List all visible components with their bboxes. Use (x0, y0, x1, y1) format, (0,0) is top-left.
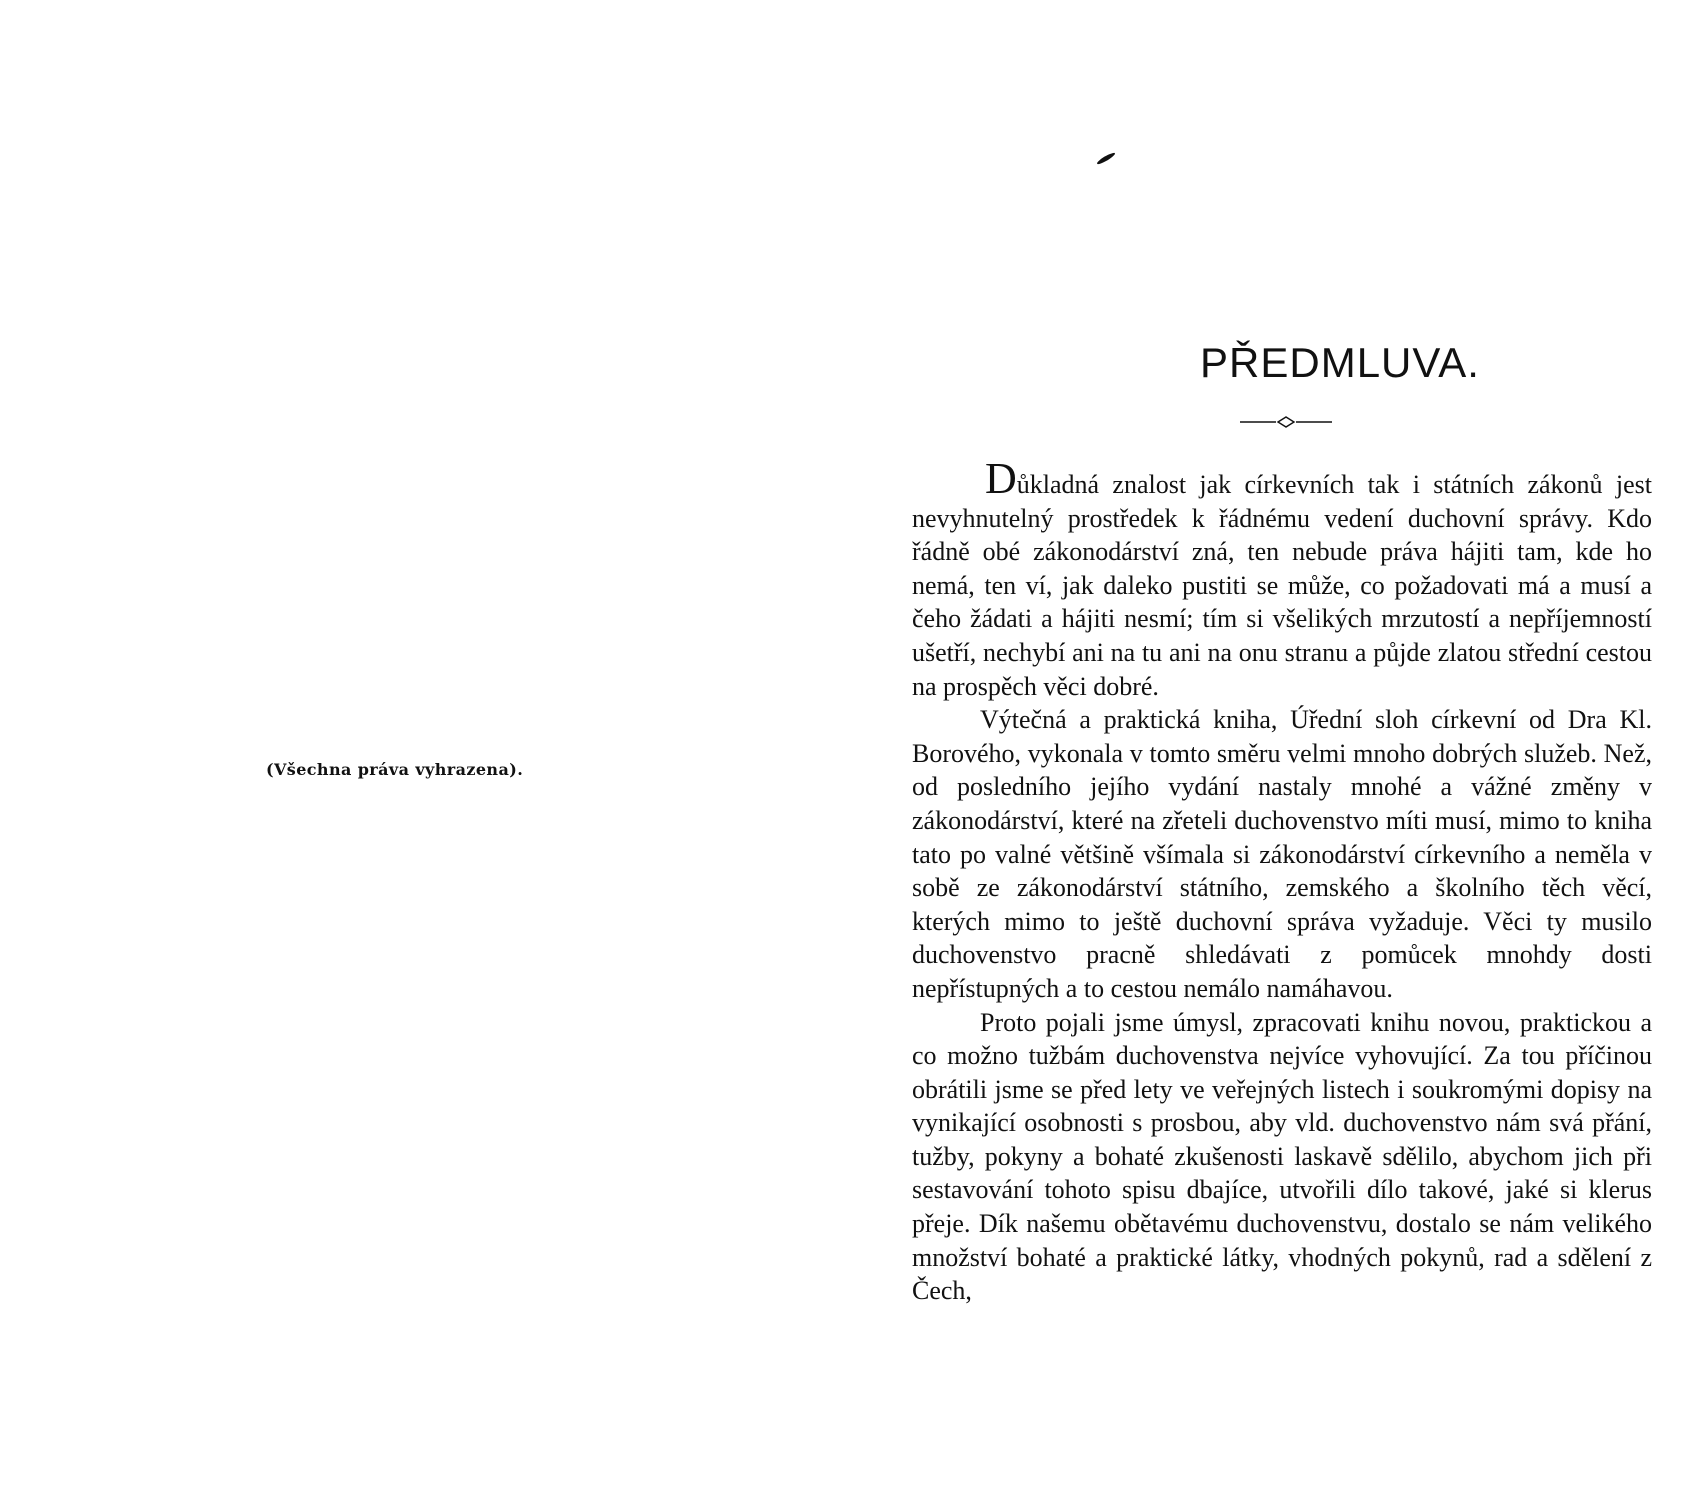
paragraph: Proto pojali jsme úmysl, zpracovati knihu novou, praktickou a co možno tužbám duchovenstva nejvíce vyhovující. Za tou příčinou obrátili jsme se před lety ve veřejných listech i soukromými dopisy na vynikající osobnosti s prosbou, aby vld. duchovenstvo nám svá přání, tužby, pokyny a bohaté zkušenosti laskavě sdělilo, abychom jich při sestavování tohoto spisu dbajíce, utvořili dílo takové, jaké si klerus přeje. Dík našemu obětavému duchovenstvu, dostalo se nám velikého množství bohaté a praktické látky, vhodných pokynů, rad a sdělení z Čech, (912, 1007, 1652, 1306)
title-ornament (1240, 414, 1332, 430)
rights-notice: (Všechna práva vyhrazena). (266, 760, 524, 779)
ink-speck (1096, 150, 1116, 166)
page-title: PŘEDMLUVA. (1200, 339, 1480, 386)
paragraph-text: ůkladná znalost jak církevních tak i státních zákonů jest nevyhnutelný prostředek k řádnému vedení duchovní správy. Kdo řádně obé zákonodárství zná, ten nebude práva hájiti tam, kde ho nemá, ten ví, jak daleko pustiti se může, co požadovati má a musí a čeho žádati a hájiti nesmí; tím si všelikých mrzutostí a nepříjemností ušetří, nechybí ani na tu ani na onu stranu a půjde zlatou střední cestou na prospěch věci dobré. (912, 470, 1652, 701)
drop-cap: D (985, 454, 1017, 503)
preface-body (912, 454, 1652, 1308)
paragraph: Výtečná a praktická kniha, Úřední sloh církevní od Dra Kl. Borového, vykonala v tomto směru velmi mnoho dobrých služeb. Než, od posledního jejího vydání nastaly mnohé a vážné změny v zákonodárství, které na zřeteli duchovenstvo míti musí, mimo to kniha tato po valné většině všímala si zákonodárství církevního a neměla v sobě ze zákonodárství státního, zemského a školního těch věcí, kterých mimo to ještě duchovní správa vyžaduje. Věci ty musilo duchovenstvo pracně shledávati z pomůcek mnohdy dosti nepřístupných a to cestou nemálo namáhavou. (912, 705, 1652, 1003)
paragraph (912, 454, 1652, 703)
